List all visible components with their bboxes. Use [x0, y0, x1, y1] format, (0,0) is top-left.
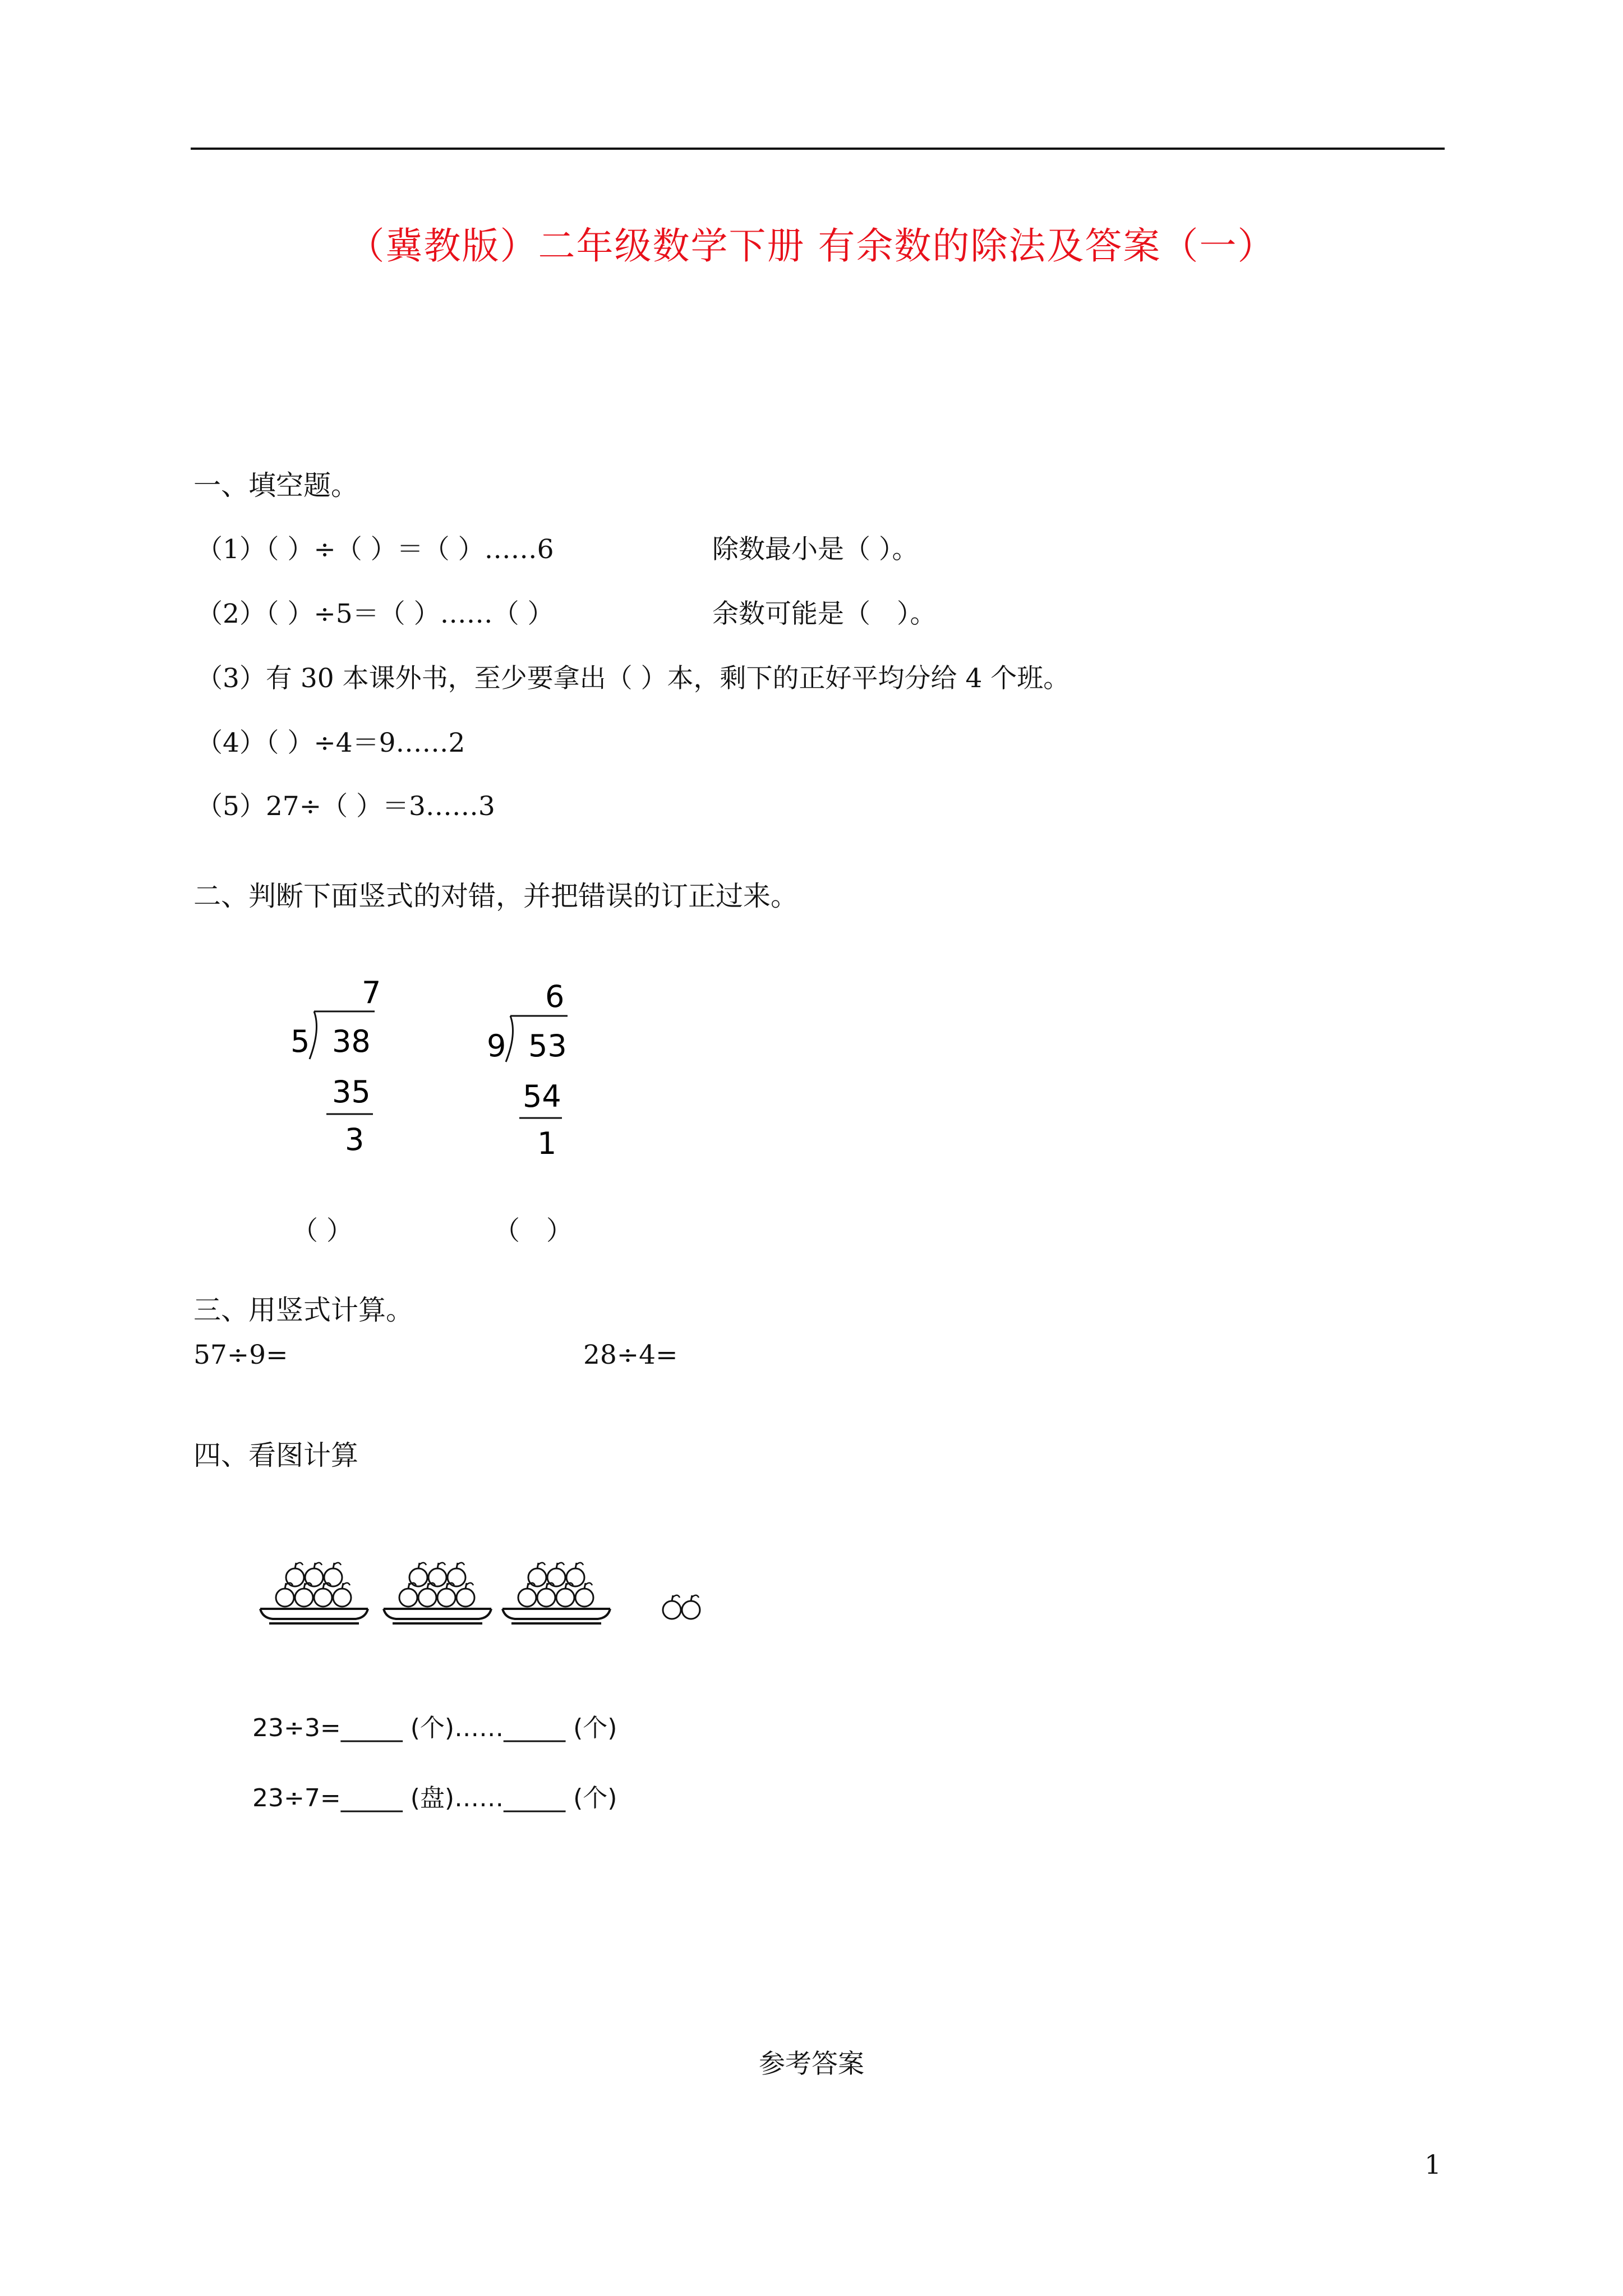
- product-1: 35: [332, 1074, 371, 1110]
- equation-2-unit-1: (盘): [410, 1784, 455, 1812]
- fill-item-5: （5）27÷（ ）＝3……3: [196, 791, 495, 822]
- dividend-1: 38: [332, 1024, 371, 1059]
- document-title: （冀教版）二年级数学下册 有余数的除法及答案（一）: [347, 224, 1276, 268]
- equation-1-expr: 23÷3=: [252, 1714, 341, 1742]
- long-division-1: [280, 965, 409, 1161]
- equation-1-unit-1: (个): [410, 1714, 455, 1742]
- divisor-2: 9: [487, 1028, 506, 1064]
- equation-1-blank-1: _____: [340, 1714, 403, 1742]
- fill-item-1-note: 除数最小是（ ）。: [712, 534, 919, 565]
- equation-2-expr: 23÷7=: [252, 1784, 341, 1812]
- equation-1-dots: ……: [454, 1714, 504, 1742]
- page-number: 1: [1424, 2150, 1441, 2180]
- long-division-2: [482, 973, 611, 1170]
- picture-equation-1: [252, 1713, 617, 1744]
- remainder-1: 3: [345, 1122, 365, 1157]
- header-rule: [191, 148, 1445, 150]
- equation-1-blank-2: _____: [504, 1714, 566, 1742]
- section1-heading: 一、填空题。: [193, 470, 359, 501]
- product-2: 54: [523, 1079, 561, 1114]
- section2-heading: 二、判断下面竖式的对错，并把错误的订正过来。: [193, 880, 799, 912]
- equation-2-blank-1: _____: [340, 1784, 403, 1812]
- section3-heading: 三、用竖式计算。: [193, 1294, 414, 1326]
- fill-item-3: （3）有 30 本课外书，至少要拿出（ ）本，剩下的正好平均分给 4 个班。: [196, 663, 1070, 694]
- equation-2-blank-2: _____: [504, 1784, 566, 1812]
- loose-apples: [663, 1595, 700, 1619]
- judge-box-2: （ ）: [494, 1216, 573, 1246]
- apple-plate-1: [260, 1563, 368, 1623]
- picture-equation-2: [252, 1783, 617, 1814]
- fill-item-2: （2）（ ）÷5＝（ ）……（ ）: [196, 599, 554, 629]
- equation-1-unit-2: (个): [573, 1714, 617, 1742]
- apple-plates-picture: [258, 1554, 729, 1649]
- quotient-1: 7: [362, 975, 381, 1010]
- answer-heading: 参考答案: [759, 2049, 864, 2079]
- remainder-2: 1: [537, 1126, 557, 1161]
- calc-problem-2: 28÷4=: [583, 1340, 678, 1370]
- divisor-1: 5: [291, 1024, 310, 1059]
- equation-2-unit-2: (个): [573, 1784, 617, 1812]
- quotient-2: 6: [545, 979, 565, 1014]
- section4-heading: 四、看图计算: [193, 1439, 359, 1471]
- apple-plate-3: [502, 1563, 610, 1623]
- calc-problem-1: 57÷9=: [193, 1340, 288, 1370]
- dividend-2: 53: [528, 1028, 567, 1064]
- apple-plate-2: [384, 1563, 491, 1623]
- fill-item-1: （1）（ ）÷（ ）＝（ ）……6: [196, 534, 554, 565]
- judge-box-1: （ ）: [292, 1216, 353, 1246]
- fill-item-2-note: 余数可能是（ ）。: [712, 599, 937, 629]
- equation-2-dots: ……: [454, 1784, 504, 1812]
- fill-item-4: （4）（ ）÷4＝9……2: [196, 728, 465, 758]
